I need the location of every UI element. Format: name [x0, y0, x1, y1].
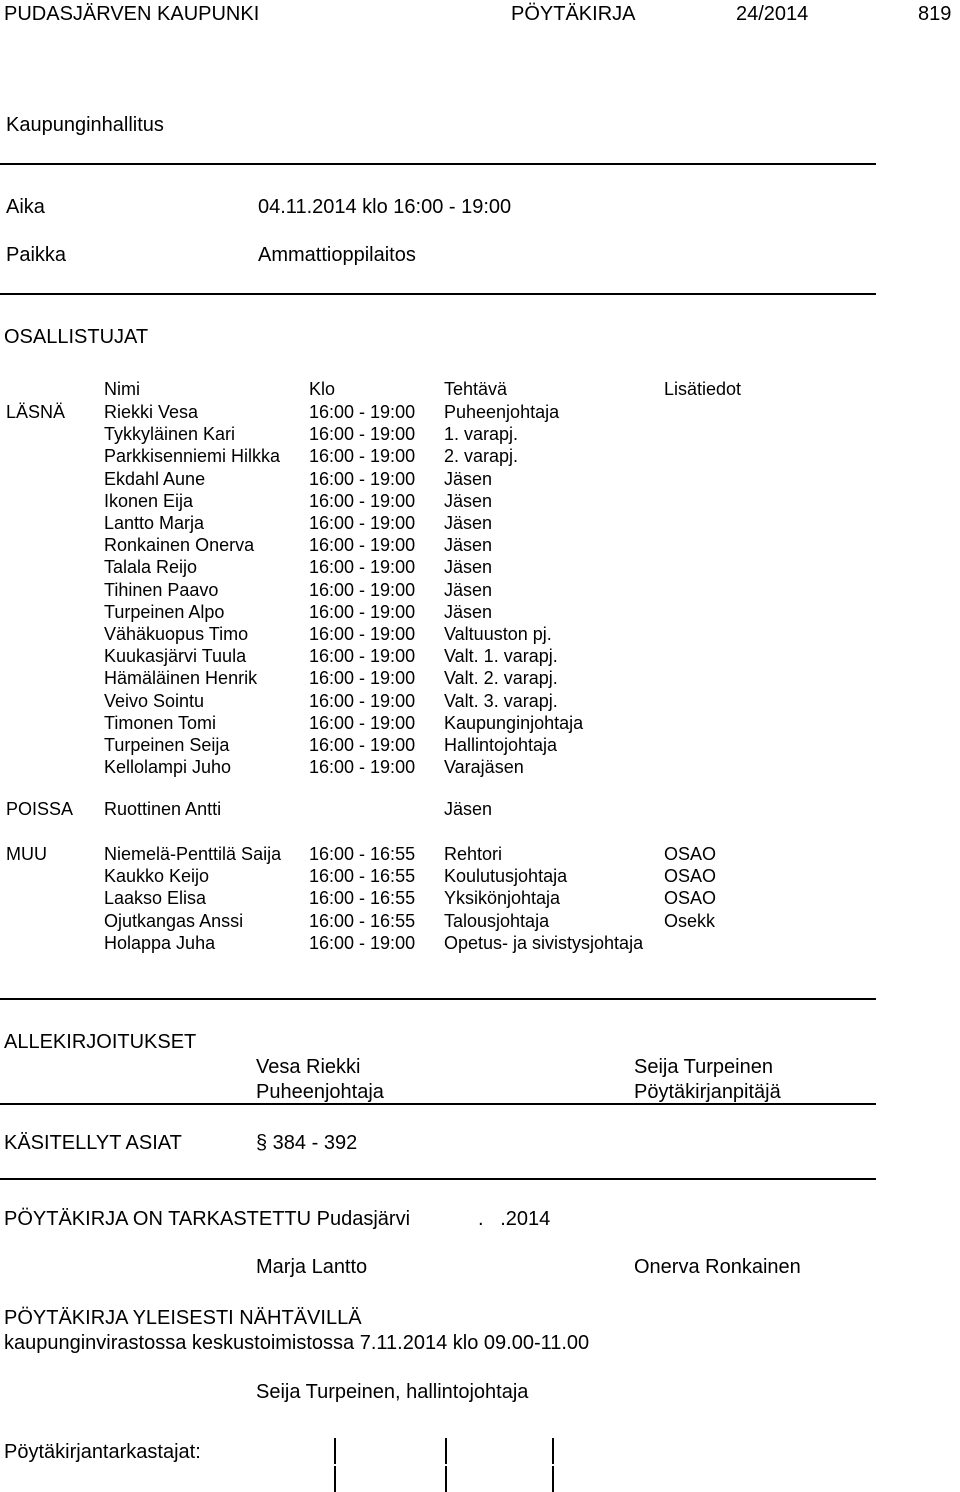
participant-role: Varajäsen [444, 757, 524, 778]
divider [0, 1178, 876, 1180]
participant-name: Parkkisenniemi Hilkka [104, 446, 281, 467]
divider [0, 1103, 876, 1105]
column-header-extra: Lisätiedot [664, 379, 742, 399]
participant-time: 16:00 - 19:00 [309, 468, 416, 489]
column-header-time: Klo [309, 379, 336, 399]
header-page-number: 819 [918, 3, 952, 25]
participant-name: Talala Reijo [104, 557, 198, 578]
participant-name: Ojutkangas Anssi [104, 910, 244, 931]
participant-role: Jäsen [444, 799, 493, 819]
participant-extra: OSAO [664, 844, 717, 864]
checked-date: . .2014 [478, 1208, 551, 1230]
divider [0, 163, 876, 165]
participant-role: Hallintojohtaja [444, 735, 558, 755]
participant-name: Vähäkuopus Timo [104, 624, 249, 644]
participant-time: 16:00 - 16:55 [309, 888, 416, 909]
participant-name: Tykkyläinen Kari [104, 424, 236, 445]
chair-title: Puheenjohtaja [256, 1081, 384, 1103]
participant-name: Laakso Elisa [104, 888, 207, 909]
participant-extra: Osekk [664, 910, 716, 931]
participant-role: Valtuuston pj. [444, 624, 552, 644]
meeting-time-value: 04.11.2014 klo 16:00 - 19:00 [258, 196, 512, 218]
participant-role: Jäsen [444, 468, 493, 489]
participant-extra: OSAO [664, 866, 717, 887]
secretary-title: Pöytäkirjanpitäjä [634, 1081, 781, 1103]
reviewers-label: Pöytäkirjantarkastajat: [4, 1441, 201, 1463]
participant-role: Jäsen [444, 557, 493, 578]
participant-role: Jäsen [444, 513, 493, 533]
participant-name: Ruottinen Antti [104, 799, 222, 819]
participant-time: 16:00 - 19:00 [309, 712, 416, 733]
participant-role: Jäsen [444, 579, 493, 600]
reviewer-box-rule [334, 1438, 336, 1464]
participant-extra: OSAO [664, 888, 717, 909]
public-text: kaupunginvirastossa keskustoimistossa 7.11.2014 klo 09.00-11.00 [4, 1332, 590, 1354]
header-number: 24/2014 [736, 3, 809, 25]
participant-role: Jäsen [444, 535, 493, 556]
header-doc-type: PÖYTÄKIRJA [511, 3, 636, 25]
participant-time: 16:00 - 19:00 [309, 735, 416, 755]
meeting-time-label: Aika [6, 196, 45, 218]
participant-name: Holappa Juha [104, 932, 216, 953]
group-label: LÄSNÄ [6, 402, 66, 422]
participant-time: 16:00 - 19:00 [309, 513, 416, 533]
participant-role: Valt. 3. varapj. [444, 690, 558, 711]
participant-role: Jäsen [444, 490, 493, 511]
reviewer-box-rule [445, 1466, 447, 1492]
participant-time: 16:00 - 19:00 [309, 535, 416, 556]
participant-time: 16:00 - 19:00 [309, 624, 416, 644]
reviewer-box-rule [552, 1438, 554, 1464]
participant-role: Valt. 1. varapj. [444, 646, 558, 667]
meeting-place-value: Ammattioppilaitos [258, 244, 416, 266]
participant-time: 16:00 - 19:00 [309, 932, 416, 953]
participant-role: 1. varapj. [444, 424, 519, 445]
participant-name: Turpeinen Alpo [104, 601, 225, 622]
column-header-role: Tehtävä [444, 379, 508, 399]
participant-time: 16:00 - 16:55 [309, 910, 416, 931]
participant-name: Ikonen Eija [104, 490, 194, 511]
participant-role: 2. varapj. [444, 446, 519, 467]
participant-time: 16:00 - 19:00 [309, 646, 416, 667]
participant-name: Veivo Sointu [104, 690, 205, 711]
participant-role: Rehtori [444, 844, 503, 864]
participant-name: Ekdahl Aune [104, 468, 206, 489]
participant-time: 16:00 - 19:00 [309, 601, 416, 622]
participant-time: 16:00 - 19:00 [309, 446, 416, 467]
participant-name: Kuukasjärvi Tuula [104, 646, 247, 667]
participant-role: Talousjohtaja [444, 910, 550, 931]
checked-text: PÖYTÄKIRJA ON TARKASTETTU Pudasjärvi [4, 1208, 411, 1230]
participant-name: Kaukko Keijo [104, 866, 210, 887]
participants-heading: OSALLISTUJAT [4, 326, 149, 348]
handled-items-label: KÄSITELLYT ASIAT [4, 1132, 182, 1154]
participant-time: 16:00 - 19:00 [309, 690, 416, 711]
handled-items-value: § 384 - 392 [256, 1132, 358, 1154]
signatures-heading: ALLEKIRJOITUKSET [4, 1031, 197, 1053]
participant-time: 16:00 - 16:55 [309, 866, 416, 887]
participant-name: Riekki Vesa [104, 402, 199, 422]
participant-time: 16:00 - 19:00 [309, 557, 416, 578]
group-label: MUU [6, 844, 47, 864]
participant-role: Kaupunginjohtaja [444, 712, 584, 733]
participant-role: Valt. 2. varapj. [444, 668, 558, 689]
group-label: POISSA [6, 799, 74, 819]
checker-1-name: Marja Lantto [256, 1256, 368, 1278]
participant-time: 16:00 - 19:00 [309, 757, 416, 778]
participant-time: 16:00 - 19:00 [309, 402, 416, 422]
participant-name: Kellolampi Juho [104, 757, 232, 778]
participant-role: Jäsen [444, 601, 493, 622]
body-name: Kaupunginhallitus [6, 114, 164, 136]
reviewer-box-rule [445, 1438, 447, 1464]
meeting-place-label: Paikka [6, 244, 67, 266]
header-org: PUDASJÄRVEN KAUPUNKI [4, 3, 260, 25]
public-heading: PÖYTÄKIRJA YLEISESTI NÄHTÄVILLÄ [4, 1307, 362, 1329]
reviewer-box-rule [552, 1466, 554, 1492]
participant-name: Lantto Marja [104, 513, 205, 533]
participant-name: Niemelä-Penttilä Saija [104, 844, 282, 864]
participant-name: Ronkainen Onerva [104, 535, 255, 556]
participant-name: Hämäläinen Henrik [104, 668, 258, 689]
participant-role: Puheenjohtaja [444, 402, 560, 422]
participant-role: Yksikönjohtaja [444, 888, 561, 909]
participant-name: Timonen Tomi [104, 712, 217, 733]
participant-name: Tihinen Paavo [104, 579, 219, 600]
divider [0, 998, 876, 1000]
checker-2-name: Onerva Ronkainen [634, 1256, 801, 1278]
participant-time: 16:00 - 19:00 [309, 490, 416, 511]
column-header-name: Nimi [104, 379, 140, 399]
secretary-name: Seija Turpeinen [634, 1056, 773, 1078]
participant-time: 16:00 - 19:00 [309, 424, 416, 445]
divider [0, 293, 876, 295]
participant-role: Koulutusjohtaja [444, 866, 568, 887]
chair-name: Vesa Riekki [256, 1056, 361, 1078]
participant-time: 16:00 - 19:00 [309, 668, 416, 689]
public-signer: Seija Turpeinen, hallintojohtaja [256, 1381, 529, 1403]
reviewer-box-rule [334, 1466, 336, 1492]
participant-time: 16:00 - 19:00 [309, 579, 416, 600]
participant-role: Opetus- ja sivistysjohtaja [444, 932, 644, 953]
participant-time: 16:00 - 16:55 [309, 844, 416, 864]
participant-name: Turpeinen Seija [104, 735, 230, 755]
